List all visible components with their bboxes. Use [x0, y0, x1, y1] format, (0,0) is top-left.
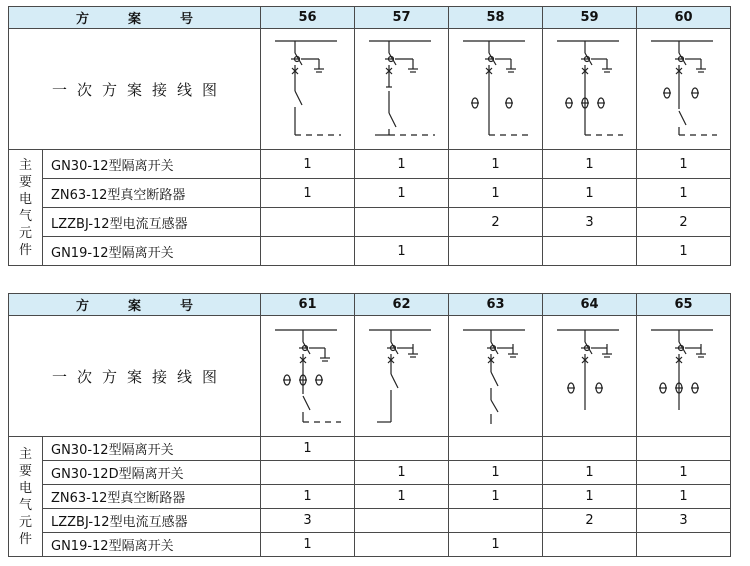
quantity-cell — [355, 208, 449, 237]
quantity-cell: 1 — [449, 461, 543, 485]
diagram-row — [9, 29, 731, 150]
table-row — [9, 533, 731, 557]
quantity-cell — [637, 533, 731, 557]
table-row — [9, 461, 731, 485]
scheme-number: 58 — [449, 7, 543, 29]
quantity-cell: 1 — [355, 461, 449, 485]
quantity-cell — [355, 437, 449, 461]
diagram-label: 一次方案接线图 — [9, 29, 261, 150]
scheme-number-header — [9, 7, 261, 29]
quantity-cell: 2 — [637, 208, 731, 237]
table-row — [9, 237, 731, 266]
header-row — [9, 7, 731, 29]
quantity-cell: 1 — [355, 237, 449, 266]
wiring-diagram — [449, 316, 543, 437]
main-components-label: 主 要 电 气 元 件 — [9, 437, 43, 557]
quantity-cell: 3 — [637, 509, 731, 533]
component-name: GN19-12型隔离开关 — [43, 237, 261, 266]
scheme-number-header — [9, 294, 261, 316]
wiring-diagram — [355, 29, 449, 150]
quantity-cell: 1 — [261, 533, 355, 557]
wiring-diagram — [449, 29, 543, 150]
quantity-cell: 1 — [261, 437, 355, 461]
component-name: GN30-12D型隔离开关 — [43, 461, 261, 485]
table-row — [9, 179, 731, 208]
table-row — [9, 437, 731, 461]
quantity-cell: 1 — [637, 179, 731, 208]
quantity-cell: 1 — [449, 533, 543, 557]
quantity-cell: 1 — [449, 179, 543, 208]
scheme-number: 63 — [449, 294, 543, 316]
scheme-number: 65 — [637, 294, 731, 316]
wiring-diagram — [543, 316, 637, 437]
quantity-cell — [261, 208, 355, 237]
wiring-diagram — [543, 29, 637, 150]
wiring-diagram — [637, 316, 731, 437]
quantity-cell: 1 — [543, 150, 637, 179]
quantity-cell — [543, 533, 637, 557]
quantity-cell — [261, 237, 355, 266]
scheme-number: 62 — [355, 294, 449, 316]
quantity-cell: 1 — [543, 179, 637, 208]
quantity-cell — [355, 533, 449, 557]
scheme-number: 56 — [261, 7, 355, 29]
quantity-cell — [543, 237, 637, 266]
quantity-cell — [449, 237, 543, 266]
quantity-cell: 2 — [449, 208, 543, 237]
header-char: 号 — [179, 299, 193, 314]
table-row — [9, 208, 731, 237]
header-char: 方 — [75, 299, 89, 314]
quantity-cell: 3 — [261, 509, 355, 533]
quantity-cell: 1 — [261, 485, 355, 509]
component-name: GN19-12型隔离开关 — [43, 533, 261, 557]
wiring-diagram — [637, 29, 731, 150]
quantity-cell: 3 — [543, 208, 637, 237]
scheme-number: 57 — [355, 7, 449, 29]
header-char: 方 — [75, 12, 89, 27]
quantity-cell: 1 — [355, 179, 449, 208]
wiring-diagram — [261, 29, 355, 150]
quantity-cell — [449, 437, 543, 461]
scheme-number: 60 — [637, 7, 731, 29]
quantity-cell: 1 — [449, 485, 543, 509]
quantity-cell: 1 — [637, 237, 731, 266]
component-name: GN30-12型隔离开关 — [43, 437, 261, 461]
quantity-cell: 1 — [449, 150, 543, 179]
scheme-number: 64 — [543, 294, 637, 316]
quantity-cell: 1 — [261, 179, 355, 208]
diagram-label: 一次方案接线图 — [9, 316, 261, 437]
table-row — [9, 485, 731, 509]
table-row — [9, 509, 731, 533]
quantity-cell: 1 — [261, 150, 355, 179]
main-components-label: 主 要 电 气 元 件 — [9, 150, 43, 266]
quantity-cell: 1 — [355, 150, 449, 179]
component-name: LZZBJ-12型电流互感器 — [43, 509, 261, 533]
scheme-table-1 — [8, 6, 731, 266]
header-char: 案 — [127, 12, 141, 27]
component-name: ZN63-12型真空断路器 — [43, 485, 261, 509]
quantity-cell — [543, 437, 637, 461]
component-name: GN30-12型隔离开关 — [43, 150, 261, 179]
quantity-cell: 1 — [637, 485, 731, 509]
quantity-cell — [637, 437, 731, 461]
quantity-cell: 2 — [543, 509, 637, 533]
wiring-diagram — [261, 316, 355, 437]
header-char: 号 — [179, 12, 193, 27]
component-name: LZZBJ-12型电流互感器 — [43, 208, 261, 237]
quantity-cell: 1 — [355, 485, 449, 509]
header-row — [9, 294, 731, 316]
quantity-cell — [449, 509, 543, 533]
scheme-number: 61 — [261, 294, 355, 316]
quantity-cell: 1 — [637, 461, 731, 485]
scheme-table-2 — [8, 293, 731, 557]
table-row — [9, 150, 731, 179]
diagram-row — [9, 316, 731, 437]
quantity-cell: 1 — [543, 485, 637, 509]
quantity-cell: 1 — [543, 461, 637, 485]
quantity-cell — [355, 509, 449, 533]
header-char: 案 — [127, 299, 141, 314]
component-name: ZN63-12型真空断路器 — [43, 179, 261, 208]
quantity-cell: 1 — [637, 150, 731, 179]
wiring-diagram — [355, 316, 449, 437]
scheme-number: 59 — [543, 7, 637, 29]
quantity-cell — [261, 461, 355, 485]
